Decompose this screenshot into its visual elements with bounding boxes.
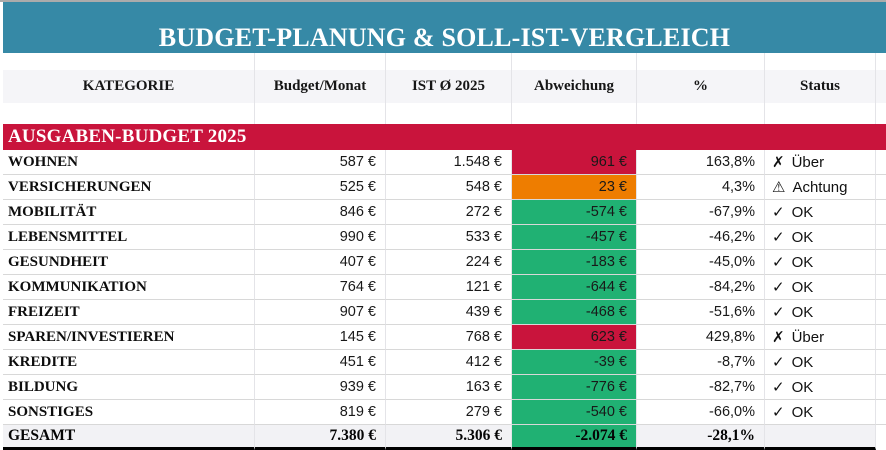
cell-ist[interactable]: 768 € [386, 325, 512, 350]
cell-abweichung[interactable]: -39 € [512, 350, 637, 375]
empty-cell [512, 103, 637, 124]
status-label: OK [791, 253, 814, 271]
cell-prozent[interactable]: -66,0% [637, 400, 765, 425]
empty-cell [876, 175, 886, 200]
empty-cell [876, 350, 886, 375]
page-title: BUDGET-PLANUNG & SOLL-IST-VERGLEICH [158, 23, 731, 52]
cell-budget[interactable]: 990 € [255, 225, 386, 250]
status-label: OK [791, 378, 814, 396]
empty-cell [876, 425, 886, 450]
cell-status-total[interactable] [765, 425, 876, 450]
cell-prozent[interactable]: 429,8% [637, 325, 765, 350]
status-label: Über [791, 328, 825, 346]
cell-budget[interactable]: 587 € [255, 150, 386, 175]
cell-abweichung[interactable]: -644 € [512, 275, 637, 300]
cell-ist[interactable]: 272 € [386, 200, 512, 225]
cell-prozent[interactable]: -84,2% [637, 275, 765, 300]
empty-cell [876, 325, 886, 350]
cell-budget[interactable]: 145 € [255, 325, 386, 350]
cell-kategorie[interactable]: MOBILITÄT [3, 200, 255, 225]
table-row [0, 350, 886, 375]
cell-status[interactable] [765, 300, 876, 325]
warning-icon: ⚠ [772, 179, 786, 196]
cell-status[interactable] [765, 225, 876, 250]
empty-cell [876, 150, 886, 175]
cell-ist[interactable]: 412 € [386, 350, 512, 375]
empty-cell [3, 53, 255, 70]
header-row [0, 70, 886, 103]
cell-prozent-total[interactable]: -28,1% [637, 425, 765, 450]
table-row [0, 325, 886, 350]
check-icon: ✓ [772, 204, 785, 221]
spacer-row [0, 103, 886, 124]
empty-cell [637, 53, 765, 70]
cell-abweichung[interactable]: -468 € [512, 300, 637, 325]
column-header-abweichung[interactable]: Abweichung [512, 70, 637, 103]
empty-cell [255, 103, 386, 124]
cell-ist-total[interactable]: 5.306 € [386, 425, 512, 450]
status-label: OK [791, 353, 814, 371]
ballot-x-icon: ✗ [772, 154, 785, 171]
cell-kategorie[interactable]: BILDUNG [3, 375, 255, 400]
cell-prozent[interactable]: 163,8% [637, 150, 765, 175]
status-label: OK [791, 303, 814, 321]
table-row [0, 300, 886, 325]
column-header-ist[interactable]: IST Ø 2025 [386, 70, 512, 103]
status-label: Achtung [792, 178, 848, 196]
cell-kategorie[interactable]: SPAREN/INVESTIEREN [3, 325, 255, 350]
cell-budget[interactable]: 819 € [255, 400, 386, 425]
cell-status[interactable] [765, 150, 876, 175]
empty-cell [876, 103, 886, 124]
cell-kategorie[interactable]: WOHNEN [3, 150, 255, 175]
empty-cell [876, 200, 886, 225]
cell-ist[interactable]: 121 € [386, 275, 512, 300]
empty-cell [255, 53, 386, 70]
cell-prozent[interactable]: -45,0% [637, 250, 765, 275]
check-icon: ✓ [772, 379, 785, 396]
cell-kategorie-total[interactable]: GESAMT [3, 425, 255, 450]
cell-abweichung[interactable]: 23 € [512, 175, 637, 200]
empty-cell [637, 103, 765, 124]
cell-budget[interactable]: 764 € [255, 275, 386, 300]
cell-prozent[interactable]: -8,7% [637, 350, 765, 375]
cell-kategorie[interactable]: KOMMUNIKATION [3, 275, 255, 300]
cell-abweichung[interactable]: -776 € [512, 375, 637, 400]
table-row [0, 175, 886, 200]
total-row [0, 425, 886, 450]
empty-cell [765, 53, 876, 70]
table-row [0, 400, 886, 425]
cell-budget[interactable]: 525 € [255, 175, 386, 200]
check-icon: ✓ [772, 354, 785, 371]
empty-cell [512, 53, 637, 70]
cell-ist[interactable]: 279 € [386, 400, 512, 425]
cell-budget-total[interactable]: 7.380 € [255, 425, 386, 450]
section-banner-label: AUSGABEN-BUDGET 2025 [8, 126, 247, 147]
cell-ist[interactable]: 548 € [386, 175, 512, 200]
spacer-row [0, 53, 886, 70]
table-row [0, 225, 886, 250]
title-bar[interactable] [3, 2, 886, 53]
empty-cell [876, 53, 886, 70]
cell-ist[interactable]: 439 € [386, 300, 512, 325]
cell-abweichung-total[interactable]: -2.074 € [512, 425, 637, 450]
status-label: Über [791, 153, 825, 171]
cell-ist[interactable]: 163 € [386, 375, 512, 400]
cell-abweichung[interactable]: 623 € [512, 325, 637, 350]
column-header-prozent[interactable]: % [637, 70, 765, 103]
cell-ist[interactable]: 533 € [386, 225, 512, 250]
cell-abweichung[interactable]: 961 € [512, 150, 637, 175]
column-header-status[interactable]: Status [765, 70, 876, 103]
cell-kategorie[interactable]: VERSICHERUNGEN [3, 175, 255, 200]
cell-status[interactable] [765, 250, 876, 275]
table-row [0, 200, 886, 225]
table-row [0, 150, 886, 175]
cell-status[interactable] [765, 350, 876, 375]
cell-budget[interactable]: 907 € [255, 300, 386, 325]
table-row [0, 275, 886, 300]
status-label: OK [791, 203, 814, 221]
cell-prozent[interactable]: -67,9% [637, 200, 765, 225]
check-icon: ✓ [772, 404, 785, 421]
section-banner[interactable] [3, 124, 886, 150]
cell-budget[interactable]: 451 € [255, 350, 386, 375]
empty-cell [386, 103, 512, 124]
cell-kategorie[interactable]: FREIZEIT [3, 300, 255, 325]
check-icon: ✓ [772, 254, 785, 271]
column-header-kategorie[interactable]: KATEGORIE [3, 70, 255, 103]
cell-prozent[interactable]: -46,2% [637, 225, 765, 250]
table-row [0, 375, 886, 400]
cell-prozent[interactable]: 4,3% [637, 175, 765, 200]
check-icon: ✓ [772, 229, 785, 246]
cell-prozent[interactable]: -82,7% [637, 375, 765, 400]
status-label: OK [791, 278, 814, 296]
cell-kategorie[interactable]: SONSTIGES [3, 400, 255, 425]
status-label: OK [791, 228, 814, 246]
table-row [0, 250, 886, 275]
cell-status[interactable] [765, 175, 876, 200]
cell-abweichung[interactable]: -183 € [512, 250, 637, 275]
cell-budget[interactable]: 846 € [255, 200, 386, 225]
cell-ist[interactable]: 224 € [386, 250, 512, 275]
cell-status[interactable] [765, 200, 876, 225]
cell-kategorie[interactable]: LEBENSMITTEL [3, 225, 255, 250]
empty-cell [765, 103, 876, 124]
check-icon: ✓ [772, 279, 785, 296]
cell-abweichung[interactable]: -540 € [512, 400, 637, 425]
empty-cell [876, 225, 886, 250]
check-icon: ✓ [772, 304, 785, 321]
cell-prozent[interactable]: -51,6% [637, 300, 765, 325]
cell-kategorie[interactable]: GESUNDHEIT [3, 250, 255, 275]
cell-budget[interactable]: 407 € [255, 250, 386, 275]
empty-cell [876, 375, 886, 400]
empty-cell [876, 275, 886, 300]
ballot-x-icon: ✗ [772, 329, 785, 346]
empty-cell [876, 300, 886, 325]
status-label: OK [791, 403, 814, 421]
cell-status[interactable] [765, 275, 876, 300]
cell-status[interactable] [765, 400, 876, 425]
cell-kategorie[interactable]: KREDITE [3, 350, 255, 375]
cell-abweichung[interactable]: -574 € [512, 200, 637, 225]
cell-abweichung[interactable]: -457 € [512, 225, 637, 250]
empty-cell [876, 400, 886, 425]
cell-ist[interactable]: 1.548 € [386, 150, 512, 175]
cell-status[interactable] [765, 325, 876, 350]
empty-cell [386, 53, 512, 70]
empty-cell [876, 70, 886, 103]
empty-cell [876, 250, 886, 275]
cell-status[interactable] [765, 375, 876, 400]
cell-budget[interactable]: 939 € [255, 375, 386, 400]
empty-cell [3, 103, 255, 124]
column-header-budget[interactable]: Budget/Monat [255, 70, 386, 103]
